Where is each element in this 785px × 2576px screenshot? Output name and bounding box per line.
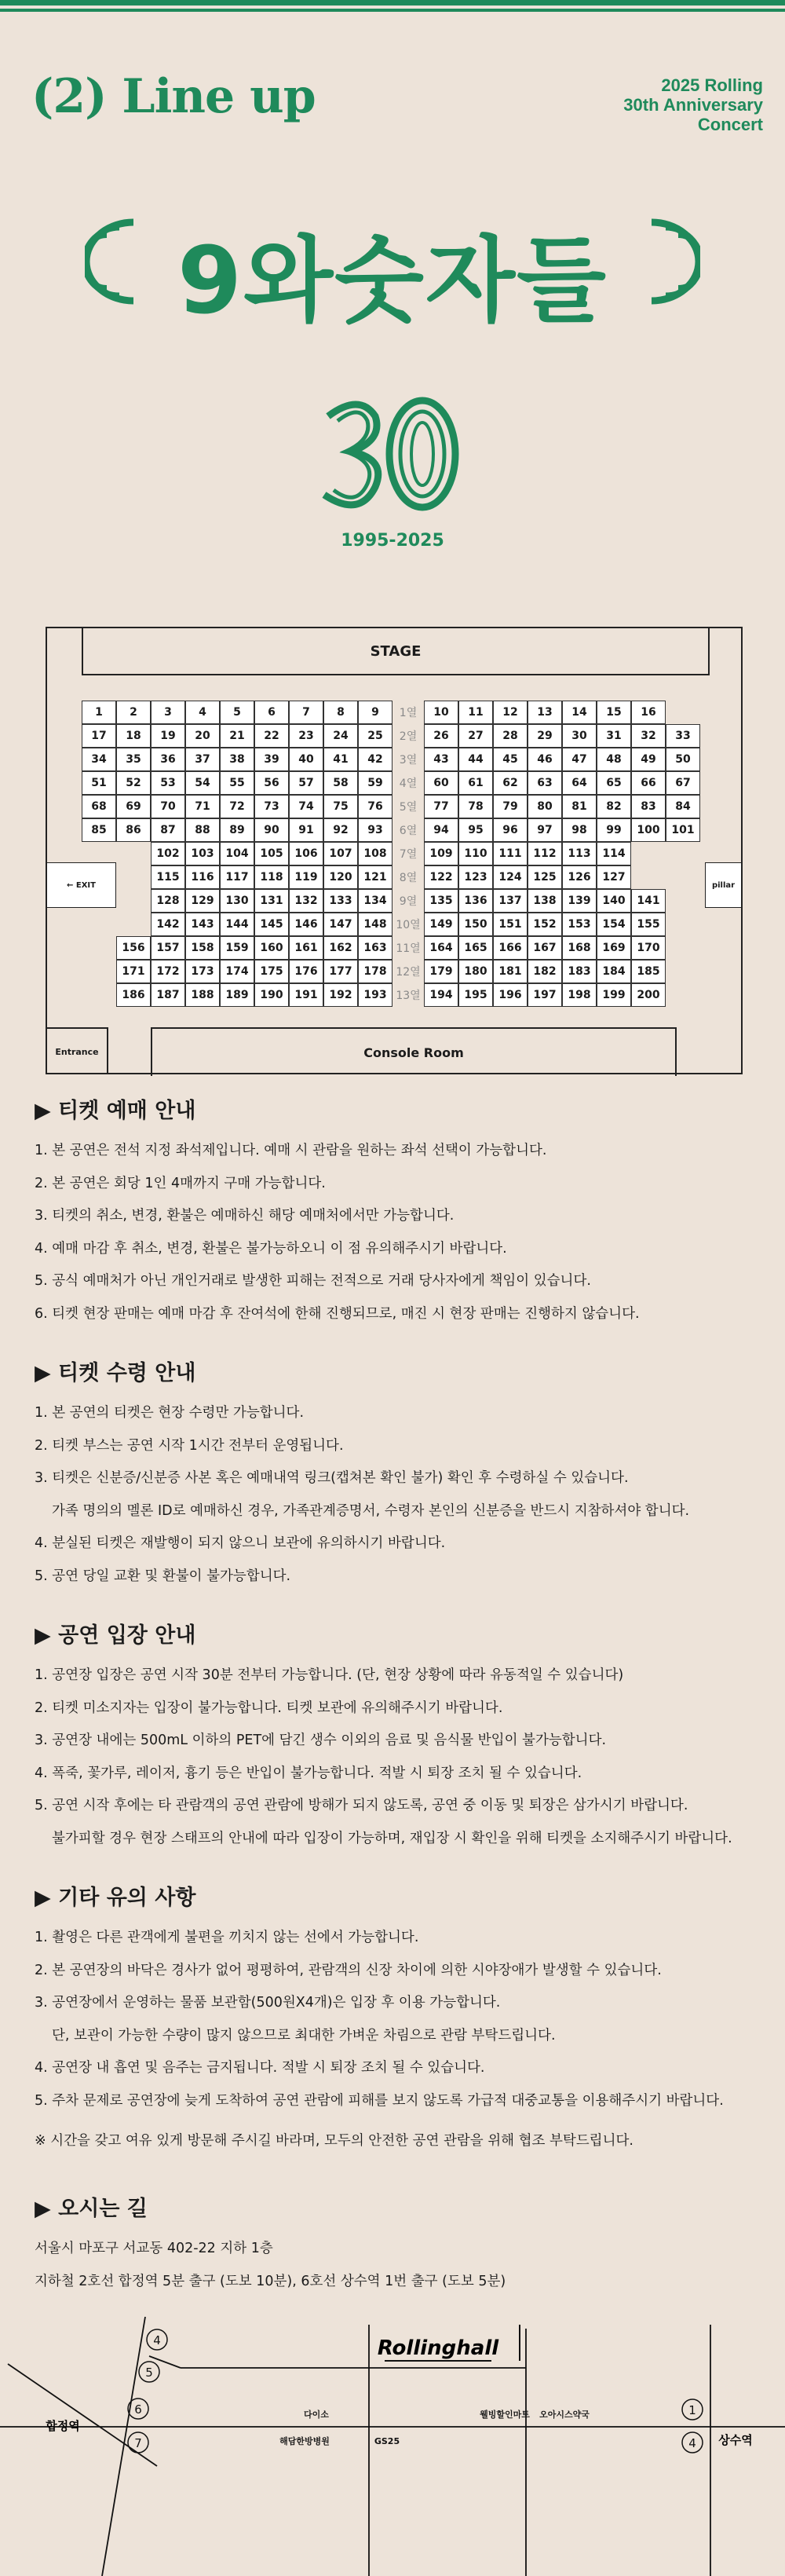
seat: 181: [493, 960, 528, 983]
seat: 53: [151, 771, 185, 795]
station-right: 상수역: [718, 2433, 753, 2447]
seat: 80: [528, 795, 562, 818]
seat: 61: [458, 771, 493, 795]
seat: 147: [323, 913, 358, 936]
seat: 139: [562, 889, 597, 913]
seat: 110: [458, 842, 493, 865]
seat: 118: [254, 865, 289, 889]
seat: 49: [631, 748, 666, 771]
station-left: 합정역: [46, 2419, 80, 2433]
seat: 33: [666, 724, 700, 748]
info-section: [35, 1093, 765, 1330]
seat: 124: [493, 865, 528, 889]
seat: 38: [220, 748, 254, 771]
seat: 184: [597, 960, 631, 983]
seat: 136: [458, 889, 493, 913]
seat: 48: [597, 748, 631, 771]
seat: 17: [82, 724, 116, 748]
row-label: 2열: [399, 730, 418, 743]
seat: 59: [358, 771, 392, 795]
row-label: 1열: [399, 707, 418, 719]
seat: 160: [254, 936, 289, 960]
seat: 151: [493, 913, 528, 936]
seat: 170: [631, 936, 666, 960]
seat: 126: [562, 865, 597, 889]
landmark-label: 웰빙할인마트: [480, 2410, 530, 2420]
pillar: pillar: [705, 862, 741, 908]
seat: 105: [254, 842, 289, 865]
section-title: ▶ 티켓 수령 안내: [35, 1361, 196, 1385]
venue-label: Rollinghall: [377, 2336, 499, 2360]
seat: 77: [424, 795, 458, 818]
seat: 82: [597, 795, 631, 818]
seat: 143: [185, 913, 220, 936]
section-item: 6. 티켓 현장 판매는 예매 마감 후 잔여석에 한해 진행되므로, 매진 시 현장 판매는 진행하지 않습니다.: [35, 1305, 640, 1322]
row-label: 12열: [396, 966, 421, 979]
info-section: [35, 1880, 765, 2117]
seat: 194: [424, 983, 458, 1007]
seat: 10: [424, 701, 458, 724]
seat: 29: [528, 724, 562, 748]
section-item: 4. 공연장 내 흡연 및 음주는 금지됩니다. 적발 시 퇴장 조치 될 수 있습니다.: [35, 2060, 485, 2076]
seat: 98: [562, 818, 597, 842]
seat: 76: [358, 795, 392, 818]
seat: 93: [358, 818, 392, 842]
seat: 83: [631, 795, 666, 818]
lineup-heading: (2) Line up: [31, 69, 316, 124]
seat: 18: [116, 724, 151, 748]
seat: 67: [666, 771, 700, 795]
seat: 188: [185, 983, 220, 1007]
directions-subway: 지하철 2호선 합정역 5분 출구 (도보 10분), 6호선 상수역 1번 출구 (도보 5분): [35, 2273, 506, 2289]
seat: 167: [528, 936, 562, 960]
section-item: 1. 촬영은 다른 관객에게 불편을 끼치지 않는 선에서 가능합니다.: [35, 1930, 419, 1945]
exit-number: 4: [688, 2436, 696, 2450]
seat: 180: [458, 960, 493, 983]
exit-number: 5: [145, 2366, 153, 2380]
section-item: 4. 분실된 티켓은 재발행이 되지 않으니 보관에 유의하시기 바랍니다.: [35, 1535, 446, 1551]
section-title: ▶ 티켓 예매 안내: [35, 1099, 196, 1123]
seat: 16: [631, 701, 666, 724]
seat: 141: [631, 889, 666, 913]
seat: 182: [528, 960, 562, 983]
seat: 162: [323, 936, 358, 960]
seat: 198: [562, 983, 597, 1007]
seat: 113: [562, 842, 597, 865]
landmark-label: GS25: [374, 2436, 400, 2446]
seat: 96: [493, 818, 528, 842]
concert-label: 2025 Rolling 30th Anniversary Concert: [623, 75, 763, 134]
seat: 97: [528, 818, 562, 842]
seat: 179: [424, 960, 458, 983]
seat: 5: [220, 701, 254, 724]
seat: 70: [151, 795, 185, 818]
seat: 55: [220, 771, 254, 795]
row-label: 11열: [396, 942, 421, 955]
seat: 31: [597, 724, 631, 748]
section-title: ▶ 공연 입장 안내: [35, 1623, 196, 1648]
info-section: [35, 1618, 765, 1855]
seat: 62: [493, 771, 528, 795]
seat: 65: [597, 771, 631, 795]
section-item: 1. 공연장 입장은 공연 시작 30분 전부터 가능합니다. (단, 현장 상황에 따라 유동적일 수 있습니다): [35, 1667, 624, 1683]
seat: 128: [151, 889, 185, 913]
seat: 195: [458, 983, 493, 1007]
seat: 109: [424, 842, 458, 865]
seat: 94: [424, 818, 458, 842]
row-label: 10열: [396, 919, 421, 931]
seat: 146: [289, 913, 323, 936]
seat: 56: [254, 771, 289, 795]
seat: 174: [220, 960, 254, 983]
seat: 51: [82, 771, 116, 795]
section-item: 4. 폭죽, 꽃가루, 레이저, 흉기 등은 반입이 불가능합니다. 적발 시 퇴장 조치 될 수 있습니다.: [35, 1765, 582, 1781]
seat: 15: [597, 701, 631, 724]
seat: 134: [358, 889, 392, 913]
seat: 64: [562, 771, 597, 795]
seat: 90: [254, 818, 289, 842]
seat: 37: [185, 748, 220, 771]
row-label: 6열: [399, 825, 418, 837]
section-item: 2. 본 공연장의 바닥은 경사가 없어 평평하여, 관람객의 신장 차이에 의한 시야장애가 발생할 수 있습니다.: [35, 1962, 662, 1978]
row-label: 13열: [396, 990, 421, 1002]
seat: 111: [493, 842, 528, 865]
seat: 74: [289, 795, 323, 818]
info-section: [35, 1356, 765, 1593]
anniversary-30-logo: [312, 393, 469, 518]
seat: 108: [358, 842, 392, 865]
seat: 21: [220, 724, 254, 748]
seat-map: [46, 627, 743, 1074]
seat: 142: [151, 913, 185, 936]
seat: 154: [597, 913, 631, 936]
seat: 127: [597, 865, 631, 889]
seat: 132: [289, 889, 323, 913]
seat: 11: [458, 701, 493, 724]
seat: 44: [458, 748, 493, 771]
entrance: Entrance: [47, 1027, 108, 1074]
seat: 169: [597, 936, 631, 960]
console-room: Console Room: [151, 1027, 677, 1076]
seat: 41: [323, 748, 358, 771]
landmark-label: 다이소: [304, 2410, 329, 2420]
row-label: 5열: [399, 801, 418, 814]
section-title: ▶ 기타 유의 사항: [35, 1886, 196, 1910]
seat: 79: [493, 795, 528, 818]
seat: 183: [562, 960, 597, 983]
section-item: 3. 공연장에서 운영하는 물품 보관함(500원X4개)은 입장 후 이용 가능합니다.: [35, 1995, 501, 2011]
seat: 145: [254, 913, 289, 936]
seat: 68: [82, 795, 116, 818]
seat: 175: [254, 960, 289, 983]
seat: 78: [458, 795, 493, 818]
directions-section: [35, 2191, 765, 2298]
seat: 200: [631, 983, 666, 1007]
anniversary-years: 1995-2025: [341, 531, 444, 551]
seat: 190: [254, 983, 289, 1007]
seat: 133: [323, 889, 358, 913]
seat: 177: [323, 960, 358, 983]
seat: 92: [323, 818, 358, 842]
seat: 66: [631, 771, 666, 795]
seat: 24: [323, 724, 358, 748]
seat: 155: [631, 913, 666, 936]
seat: 2: [116, 701, 151, 724]
seat: 107: [323, 842, 358, 865]
section-item: 5. 공연 당일 교환 및 환불이 불가능합니다.: [35, 1568, 291, 1584]
seat: 34: [82, 748, 116, 771]
seat: 89: [220, 818, 254, 842]
seat: 129: [185, 889, 220, 913]
section-item: 3. 공연장 내에는 500mL 이하의 PET에 담긴 생수 이외의 음료 및 음식물 반입이 불가능합니다.: [35, 1733, 607, 1748]
directions-title: ▶ 오시는 길: [35, 2197, 148, 2221]
seat: 28: [493, 724, 528, 748]
seat: 35: [116, 748, 151, 771]
seat: 185: [631, 960, 666, 983]
seat: 50: [666, 748, 700, 771]
seat: 159: [220, 936, 254, 960]
seat: 176: [289, 960, 323, 983]
seat: 158: [185, 936, 220, 960]
section-item: 2. 티켓 미소지자는 입장이 불가능합니다. 티켓 보관에 유의해주시기 바랍니다.: [35, 1700, 503, 1716]
section-item: 가족 명의의 멜론 ID로 예매하신 경우, 가족관계증명서, 수령자 본인의 신분증을 반드시 지참하셔야 합니다.: [52, 1502, 690, 1519]
seat: 144: [220, 913, 254, 936]
seat: 32: [631, 724, 666, 748]
seat: 101: [666, 818, 700, 842]
stage-area: STAGE: [82, 628, 710, 675]
seat: 36: [151, 748, 185, 771]
seat: 106: [289, 842, 323, 865]
seat: 103: [185, 842, 220, 865]
exit-number: 4: [153, 2333, 161, 2347]
seat: 112: [528, 842, 562, 865]
location-map: [0, 2309, 785, 2576]
seat: 196: [493, 983, 528, 1007]
seat: 130: [220, 889, 254, 913]
exit-door: ← EXIT: [47, 862, 116, 908]
seat: 71: [185, 795, 220, 818]
section-item: 1. 본 공연은 전석 지정 좌석제입니다. 예매 시 관람을 원하는 좌석 선택이 가능합니다.: [35, 1143, 547, 1158]
seat: 165: [458, 936, 493, 960]
seat: 3: [151, 701, 185, 724]
seat: 73: [254, 795, 289, 818]
seat: 120: [323, 865, 358, 889]
seat: 115: [151, 865, 185, 889]
seat: 166: [493, 936, 528, 960]
seat: 12: [493, 701, 528, 724]
seat: 163: [358, 936, 392, 960]
seat: 102: [151, 842, 185, 865]
seat: 152: [528, 913, 562, 936]
seat: 60: [424, 771, 458, 795]
exit-number: 6: [134, 2402, 142, 2417]
seat: 199: [597, 983, 631, 1007]
seat: 156: [116, 936, 151, 960]
seat: 135: [424, 889, 458, 913]
seat: 6: [254, 701, 289, 724]
page-title: 9와숫자들: [177, 226, 608, 335]
seat: 9: [358, 701, 392, 724]
seat: 121: [358, 865, 392, 889]
seat: 86: [116, 818, 151, 842]
seat: 45: [493, 748, 528, 771]
seat: 25: [358, 724, 392, 748]
seat: 173: [185, 960, 220, 983]
row-label: 3열: [399, 754, 418, 767]
section-item: 5. 공연 시작 후에는 타 관람객의 공연 관람에 방해가 되지 않도록, 공연 중 이동 및 퇴장은 삼가시기 바랍니다.: [35, 1798, 688, 1813]
seat: 117: [220, 865, 254, 889]
seat: 172: [151, 960, 185, 983]
seat: 100: [631, 818, 666, 842]
seat: 8: [323, 701, 358, 724]
right-bracket-icon: [645, 218, 700, 305]
row-label: 7열: [399, 848, 418, 861]
seat: 1: [82, 701, 116, 724]
seat: 189: [220, 983, 254, 1007]
seat: 63: [528, 771, 562, 795]
section-item: 3. 티켓은 신분증/신분증 사본 혹은 예매내역 링크(캡쳐본 확인 불가) 확인 후 수령하실 수 있습니다.: [35, 1470, 629, 1486]
seat: 125: [528, 865, 562, 889]
seat: 116: [185, 865, 220, 889]
seat: 171: [116, 960, 151, 983]
seat: 164: [424, 936, 458, 960]
seat: 39: [254, 748, 289, 771]
seat: 137: [493, 889, 528, 913]
seat: 23: [289, 724, 323, 748]
seat: 114: [597, 842, 631, 865]
seat: 46: [528, 748, 562, 771]
section-item: 2. 본 공연은 회당 1인 4매까지 구매 가능합니다.: [35, 1175, 326, 1191]
seat: 14: [562, 701, 597, 724]
seat: 148: [358, 913, 392, 936]
seat: 20: [185, 724, 220, 748]
row-label: 8열: [399, 872, 418, 884]
seat: 192: [323, 983, 358, 1007]
seat: 75: [323, 795, 358, 818]
seat: 95: [458, 818, 493, 842]
seat: 149: [424, 913, 458, 936]
seat: 72: [220, 795, 254, 818]
seat: 161: [289, 936, 323, 960]
seat: 123: [458, 865, 493, 889]
seat: 122: [424, 865, 458, 889]
section-item: 불가피할 경우 현장 스태프의 안내에 따라 입장이 가능하며, 재입장 시 확인을 위해 티켓을 소지해주시기 바랍니다.: [52, 1830, 732, 1846]
seat: 187: [151, 983, 185, 1007]
directions-address: 서울시 마포구 서교동 402-22 지하 1층: [35, 2241, 273, 2256]
seat: 42: [358, 748, 392, 771]
seat: 4: [185, 701, 220, 724]
seat: 191: [289, 983, 323, 1007]
seat: 52: [116, 771, 151, 795]
seat: 138: [528, 889, 562, 913]
seat: 69: [116, 795, 151, 818]
seat: 85: [82, 818, 116, 842]
seat: 186: [116, 983, 151, 1007]
seat: 168: [562, 936, 597, 960]
row-label: 4열: [399, 778, 418, 790]
seat: 193: [358, 983, 392, 1007]
seat: 57: [289, 771, 323, 795]
section-item: 3. 티켓의 취소, 변경, 환불은 예매하신 해당 예매처에서만 가능합니다.: [35, 1208, 455, 1224]
section-item: 단, 보관이 가능한 수량이 많지 않으므로 최대한 가벼운 차림으로 관람 부탁드립니다.: [52, 2027, 556, 2044]
seat: 13: [528, 701, 562, 724]
landmark-label: 오아시스약국: [539, 2410, 590, 2420]
seat: 47: [562, 748, 597, 771]
seat: 84: [666, 795, 700, 818]
seat: 88: [185, 818, 220, 842]
section-item: 5. 주차 문제로 공연장에 늦게 도착하여 공연 관람에 피해를 보지 않도록 가급적 대중교통을 이용해주시기 바랍니다.: [35, 2092, 724, 2109]
closing-note: ※ 시간을 갖고 여유 있게 방문해 주시길 바라며, 모두의 안전한 공연 관람을 위해 협조 부탁드립니다.: [35, 2133, 633, 2149]
section-item: 1. 본 공연의 티켓은 현장 수령만 가능합니다.: [35, 1405, 305, 1421]
seat: 153: [562, 913, 597, 936]
seat: 58: [323, 771, 358, 795]
seat: 27: [458, 724, 493, 748]
seat: 157: [151, 936, 185, 960]
seat: 119: [289, 865, 323, 889]
seat: 30: [562, 724, 597, 748]
seat: 91: [289, 818, 323, 842]
seat: 19: [151, 724, 185, 748]
section-item: 4. 예매 마감 후 취소, 변경, 환불은 불가능하오니 이 점 유의해주시기 바랍니다.: [35, 1240, 507, 1257]
seat: 131: [254, 889, 289, 913]
seat: 178: [358, 960, 392, 983]
seat: 140: [597, 889, 631, 913]
seat: 87: [151, 818, 185, 842]
section-item: 5. 공식 예매처가 아닌 개인거래로 발생한 피해는 전적으로 거래 당사자에게 책임이 있습니다.: [35, 1273, 591, 1289]
seat: 81: [562, 795, 597, 818]
seat: 7: [289, 701, 323, 724]
seat: 26: [424, 724, 458, 748]
seat: 43: [424, 748, 458, 771]
exit-number: 7: [134, 2436, 142, 2450]
exit-number: 1: [688, 2403, 696, 2417]
seat: 40: [289, 748, 323, 771]
seat: 197: [528, 983, 562, 1007]
seat: 104: [220, 842, 254, 865]
row-label: 9열: [399, 895, 418, 908]
seat: 99: [597, 818, 631, 842]
section-item: 2. 티켓 부스는 공연 시작 1시간 전부터 운영됩니다.: [35, 1437, 344, 1454]
seat: 54: [185, 771, 220, 795]
seat: 150: [458, 913, 493, 936]
seat: 22: [254, 724, 289, 748]
landmark-label: 해담한방병원: [279, 2436, 330, 2446]
